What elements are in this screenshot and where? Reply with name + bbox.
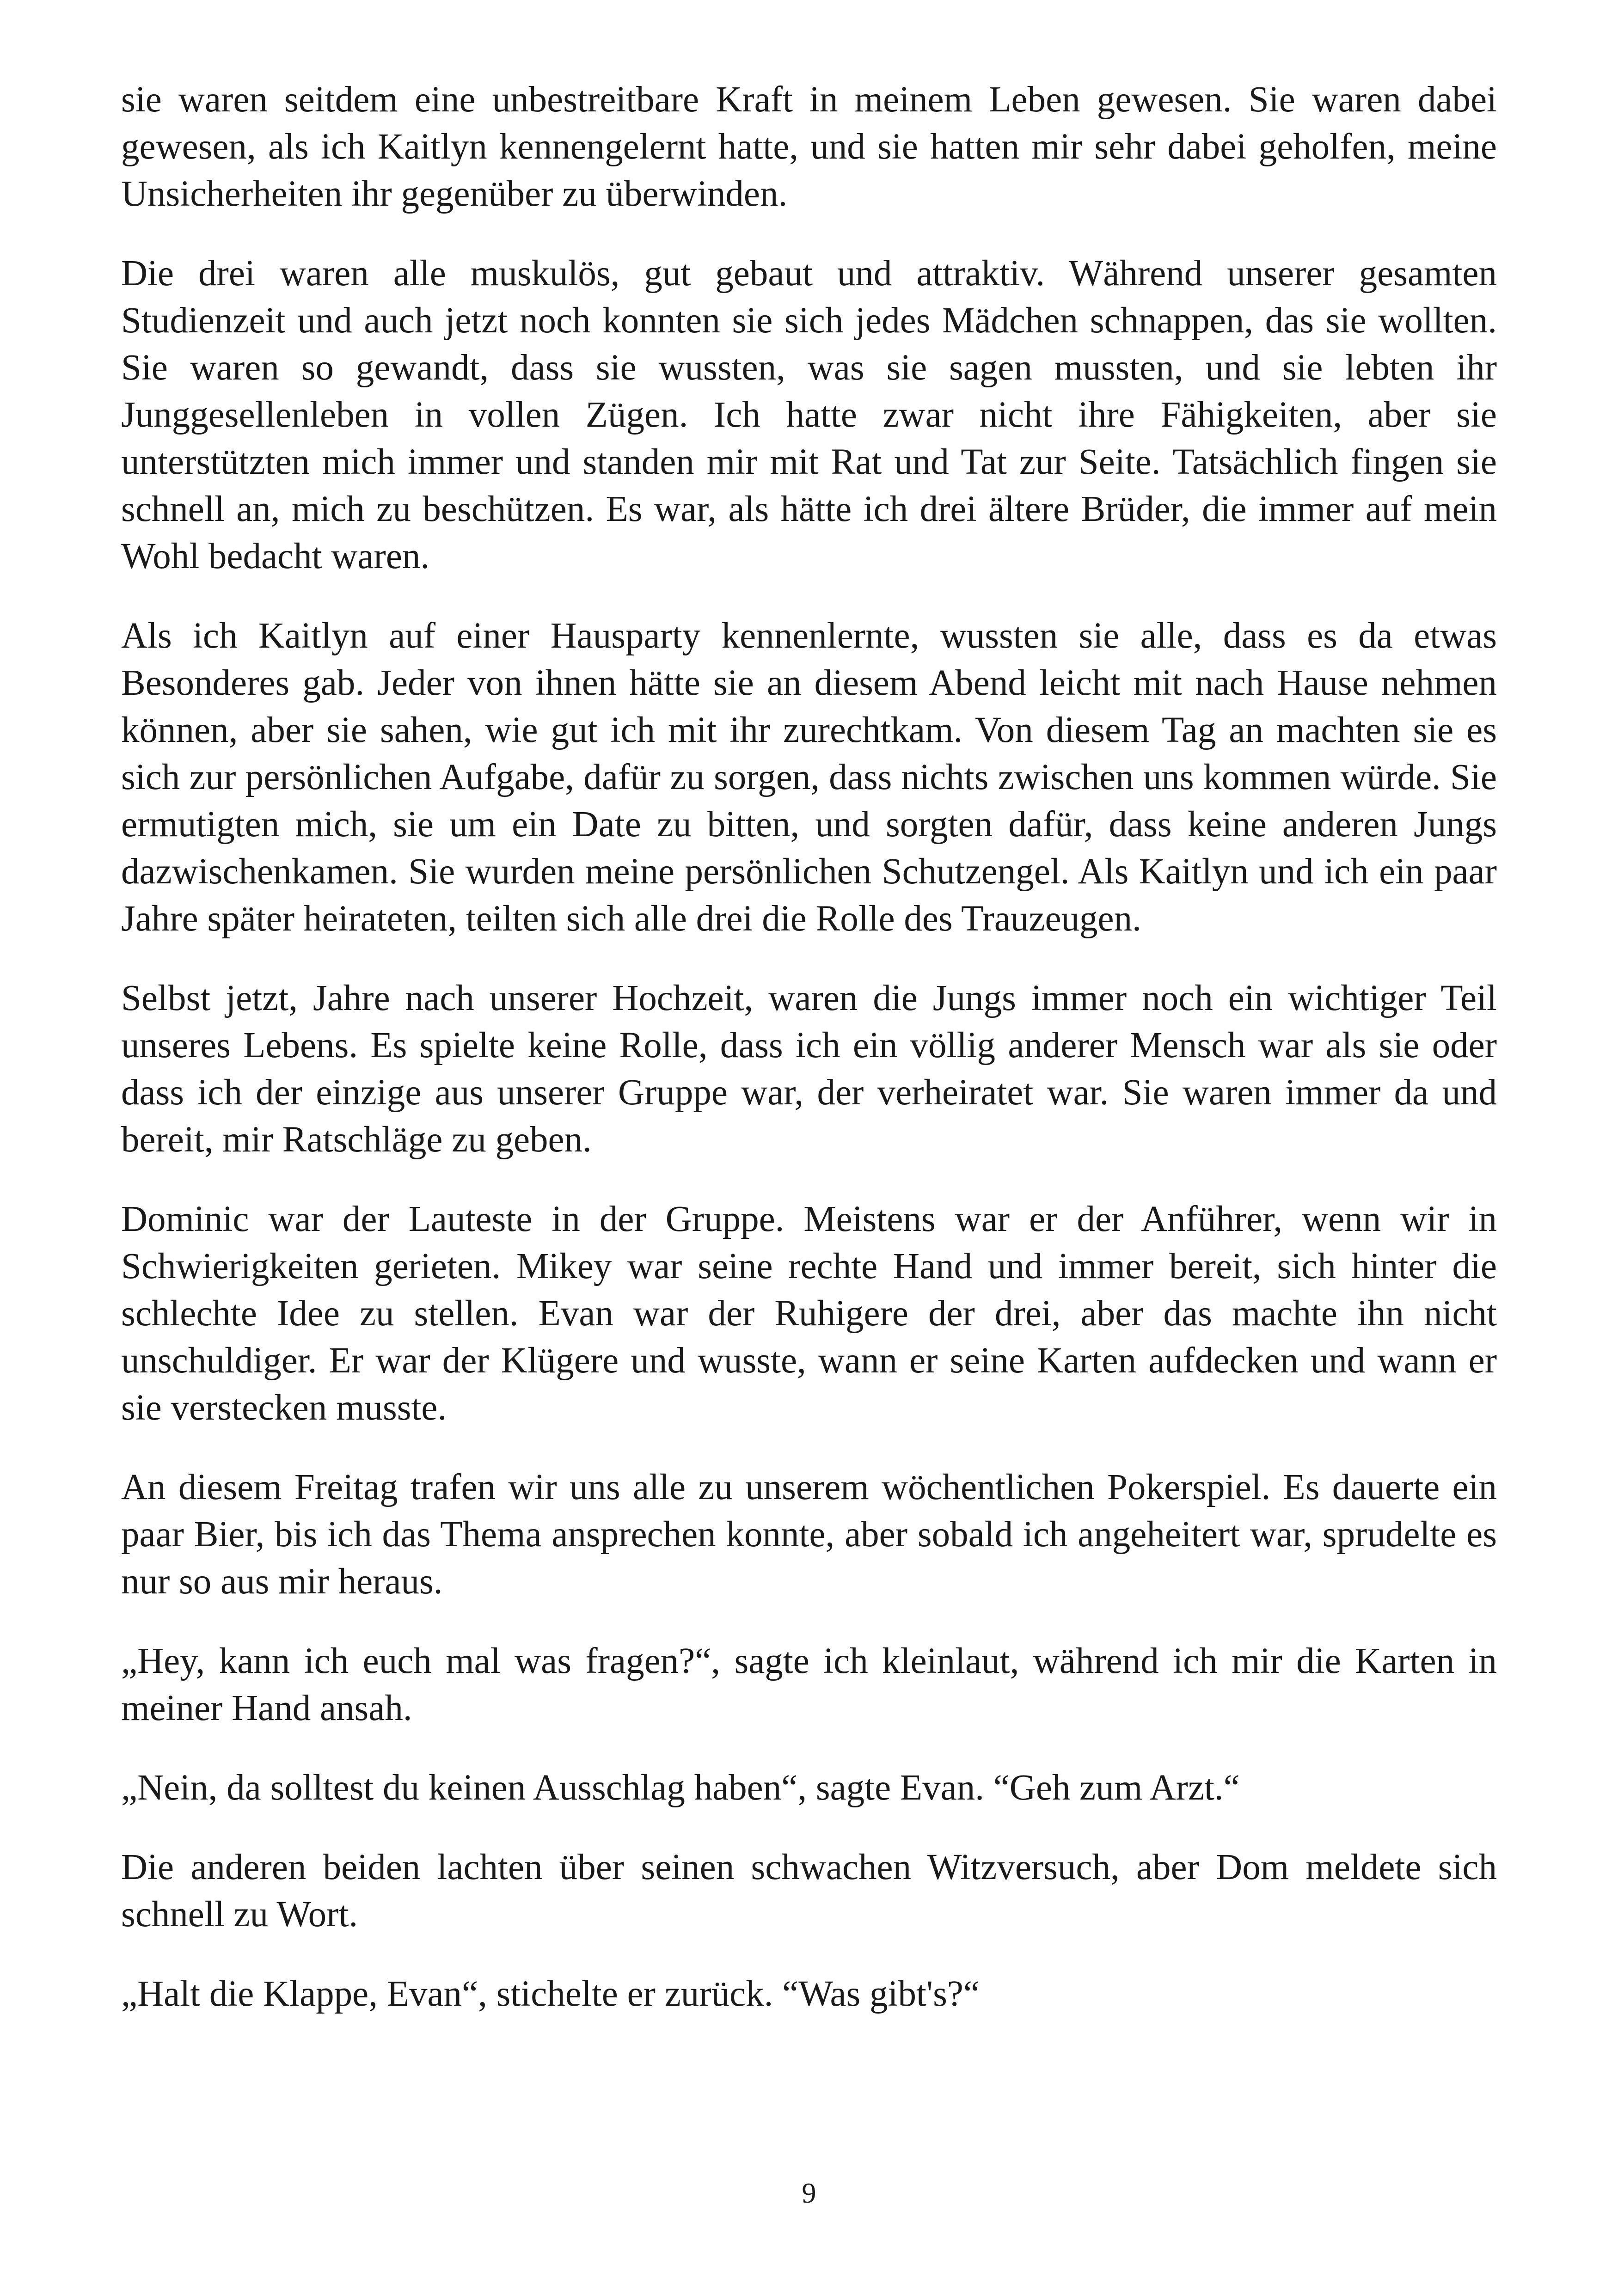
paragraph: „Halt die Klappe, Evan“, stichelte er zurück. “Was gibt's?“: [121, 1974, 980, 2014]
paragraph: Die anderen beiden lachten über seinen schwachen Witzversuch, aber Dom meldete sich schnell zu Wort.: [121, 1847, 1497, 1935]
paragraph: Selbst jetzt, Jahre nach unserer Hochzeit, waren die Jungs immer noch ein wichtiger Teil unseres Lebens. Es spielte keine Rolle, dass ich ein völlig anderer Mensch war als sie oder dass ich der einzige aus unserer Gruppe war, der verheiratet war. Sie waren immer da und bereit, mir Ratschläge zu geben.: [121, 978, 1497, 1160]
paragraph: An diesem Freitag trafen wir uns alle zu unserem wöchentlichen Pokerspiel. Es dauerte ein paar Bier, bis ich das Thema ansprechen konnte, aber sobald ich angeheitert war, sprudelte es nur so aus mir heraus.: [121, 1467, 1497, 1602]
paragraph: „Nein, da solltest du keinen Ausschlag haben“, sagte Evan. “Geh zum Arzt.“: [121, 1768, 1240, 1808]
paragraph: Dominic war der Lauteste in der Gruppe. Meistens war er der Anführer, wenn wir in Schwierigkeiten gerieten. Mikey war seine rechte Hand und immer bereit, sich hinter die schlechte Idee zu stellen. Evan war der Ruhigere der drei, aber das machte ihn nicht unschuldiger. Er war der Klügere und wusste, wann er seine Karten aufdecken und wann er sie verstecken musste.: [121, 1199, 1497, 1428]
paragraph: „Hey, kann ich euch mal was fragen?“, sagte ich kleinlaut, während ich mir die Karten in meiner Hand ansah.: [121, 1641, 1497, 1728]
paragraph: Die drei waren alle muskulös, gut gebaut und attraktiv. Während unserer gesamten Studienzeit und auch jetzt noch konnten sie sich jedes Mädchen schnappen, das sie wollten. Sie waren so gewandt, dass sie wussten, was sie sagen mussten, und sie lebten ihr Junggesellenleben in vollen Zügen. Ich hatte zwar nicht ihre Fähigkeiten, aber sie unterstützten mich immer und standen mir mit Rat und Tat zur Seite. Tatsächlich fingen sie schnell an, mich zu beschützen. Es war, als hätte ich drei ältere Brüder, die immer auf mein Wohl bedacht waren.: [121, 253, 1497, 576]
page-number: 9: [802, 2178, 816, 2209]
paragraph: sie waren seitdem eine unbestreitbare Kraft in meinem Leben gewesen. Sie waren dabei gewesen, als ich Kaitlyn kennengelernt hatte, und sie hatten mir sehr dabei geholfen, meine Unsicherheiten ihr gegenüber zu überwinden.: [121, 80, 1497, 214]
paragraph: Als ich Kaitlyn auf einer Hausparty kennenlernte, wussten sie alle, dass es da etwas Besonderes gab. Jeder von ihnen hätte sie an diesem Abend leicht mit nach Hause nehmen können, aber sie sahen, wie gut ich mit ihr zurechtkam. Von diesem Tag an machten sie es sich zur persönlichen Aufgabe, dafür zu sorgen, dass nichts zwischen uns kommen würde. Sie ermutigten mich, sie um ein Date zu bitten, und sorgten dafür, dass keine anderen Jungs dazwischenkamen. Sie wurden meine persönlichen Schutzengel. Als Kaitlyn und ich ein paar Jahre später heirateten, teilten sich alle drei die Rolle des Trauzeugen.: [121, 616, 1497, 939]
body-text: [121, 76, 1497, 2018]
